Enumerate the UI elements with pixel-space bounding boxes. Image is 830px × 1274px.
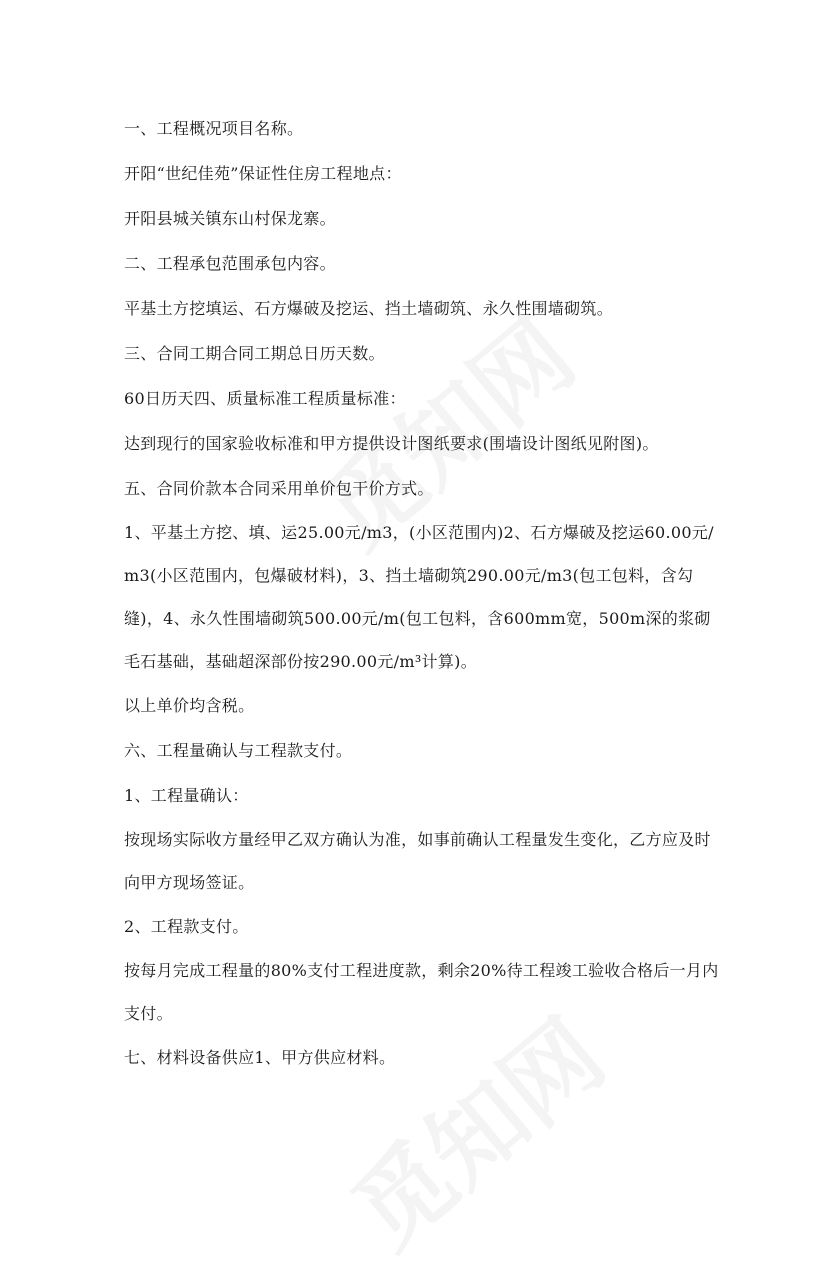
paragraph: 按现场实际收方量经甲乙双方确认为准，如事前确认工程量发生变化，乙方应及时向甲方现场签证。 [124,830,711,892]
document-body [124,106,724,1080]
paragraph: 以上单价均含税。 [124,696,255,715]
paragraph: 60日历天四、质量标准工程质量标准： [124,389,406,408]
section-heading: 六、工程量确认与工程款支付。 [124,741,353,760]
paragraph: 按每月完成工程量的80%支付工程进度款，剩余20%待工程竣工验收合格后一月内支付。 [124,961,719,1023]
section-heading: 一、工程概况项目名称。 [124,119,304,138]
section-heading: 七、材料设备供应1、甲方供应材料。 [124,1048,396,1067]
section-heading: 五、合同价款本合同采用单价包干价方式。 [124,479,434,498]
subsection-heading: 1、工程量确认： [124,786,249,805]
paragraph: 开阳县城关镇东山村保龙寨。 [124,209,336,228]
paragraph: 平基土方挖填运、石方爆破及挖运、挡土墙砌筑、永久性围墙砌筑。 [124,299,614,318]
paragraph: 达到现行的国家验收标准和甲方提供设计图纸要求(围墙设计图纸见附图)。 [124,434,659,453]
paragraph: 开阳“世纪佳苑”保证性住房工程地点： [124,164,402,183]
paragraph: 1、平基土方挖、填、运25.00元/m3，(小区范围内)2、石方爆破及挖运60.00元/m3(小区范围内，包爆破材料)，3、挡土墙砌筑290.00元/m3(包工包料，含勾缝)，4、永久性围墙砌筑500.00元/m(包工包料，含600mm宽，500m深的浆砌毛石基础，基础超深部份按290.00元/m³计算)。 [124,523,714,671]
section-heading: 三、合同工期合同工期总日历天数。 [124,344,385,363]
section-heading: 二、工程承包范围承包内容。 [124,254,336,273]
subsection-heading: 2、工程款支付。 [124,917,249,936]
